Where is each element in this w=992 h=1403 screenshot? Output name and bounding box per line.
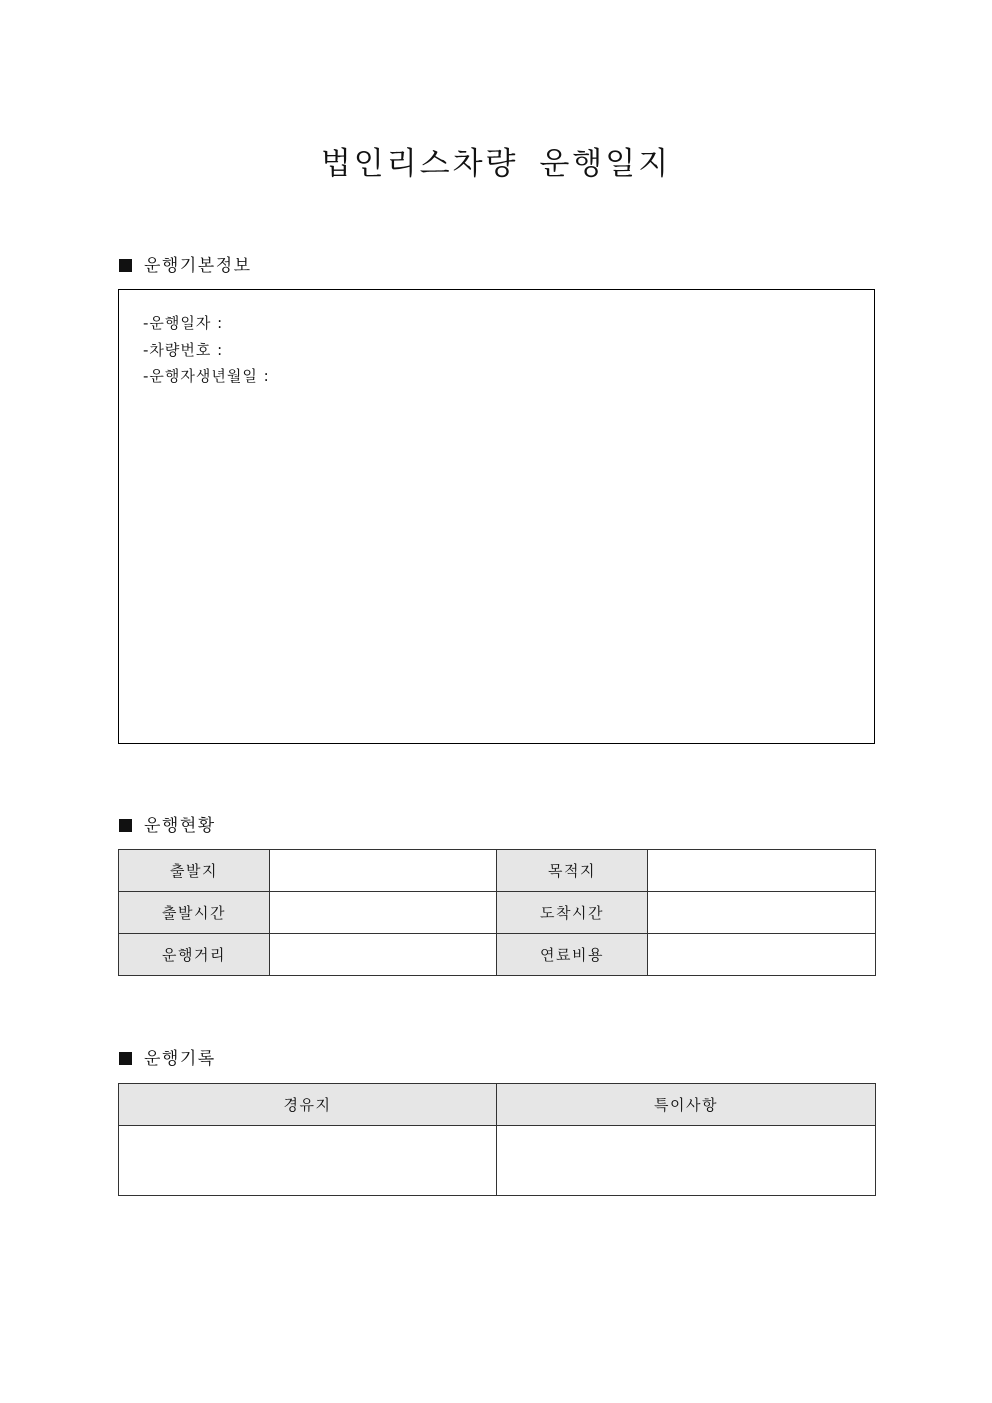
basic-info-box[interactable] <box>118 289 875 744</box>
distance-value[interactable] <box>270 934 497 976</box>
table-row <box>119 892 876 934</box>
remarks-value[interactable] <box>497 1126 876 1196</box>
arrival-time-label: 도착시간 <box>497 892 648 934</box>
basic-info-heading-label: 운행기본정보 <box>144 256 252 276</box>
waypoint-value[interactable] <box>119 1126 497 1196</box>
log-heading-label: 운행기록 <box>144 1049 216 1069</box>
remarks-header: 특이사항 <box>497 1084 876 1126</box>
status-heading-label: 운행현황 <box>144 816 216 836</box>
destination-label: 목적지 <box>497 850 648 892</box>
destination-value[interactable] <box>648 850 876 892</box>
square-bullet-icon <box>119 1052 132 1065</box>
departure-label: 출발지 <box>119 850 270 892</box>
table-row <box>119 850 876 892</box>
log-heading <box>119 1049 216 1069</box>
waypoint-header: 경유지 <box>119 1084 497 1126</box>
table-row <box>119 934 876 976</box>
basic-info-lines <box>143 310 270 390</box>
fuel-cost-label: 연료비용 <box>497 934 648 976</box>
departure-time-label: 출발시간 <box>119 892 270 934</box>
square-bullet-icon <box>119 259 132 272</box>
document-title: 법인리스차량 운행일지 <box>320 146 672 182</box>
vehicle-number-line: -차량번호 : <box>143 340 224 359</box>
square-bullet-icon <box>119 819 132 832</box>
status-table <box>118 849 876 976</box>
fuel-cost-value[interactable] <box>648 934 876 976</box>
arrival-time-value[interactable] <box>648 892 876 934</box>
driver-birthdate-line: -운행자생년월일 : <box>143 367 270 385</box>
basic-info-heading <box>119 256 252 276</box>
drive-date-line: -운행일자 : <box>143 314 224 332</box>
departure-value[interactable] <box>270 850 497 892</box>
departure-time-value[interactable] <box>270 892 497 934</box>
log-table <box>118 1083 876 1196</box>
table-row <box>119 1126 876 1196</box>
status-heading <box>119 816 216 836</box>
table-header-row <box>119 1084 876 1126</box>
distance-label: 운행거리 <box>119 934 270 976</box>
